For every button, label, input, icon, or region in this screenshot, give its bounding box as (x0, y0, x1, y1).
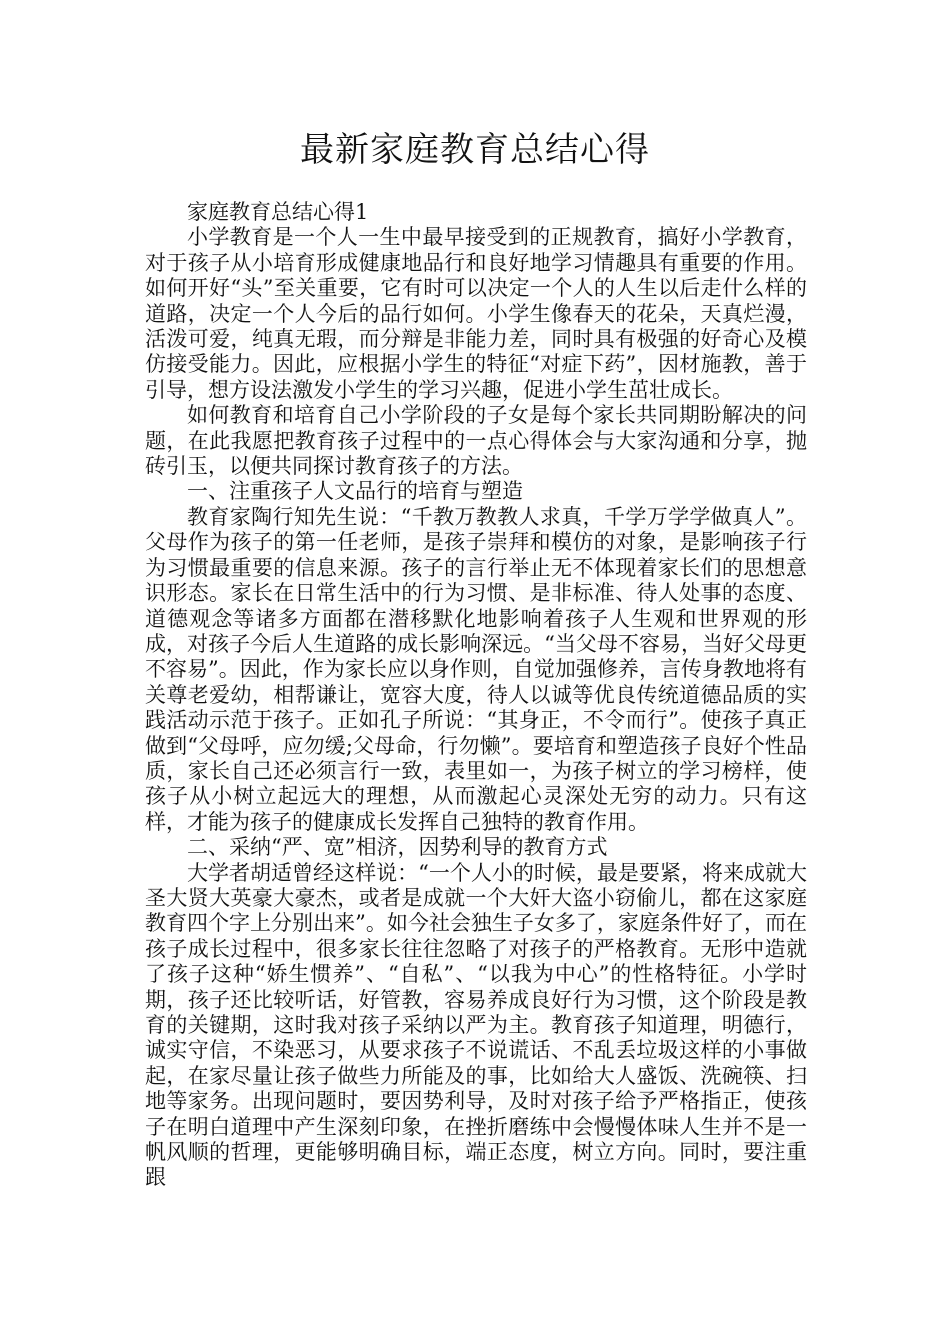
paragraph: 小学教育是一个人一生中最早接受到的正规教育，搞好小学教育，对于孩子从小培育形成健康地品行和良好地学习情趣具有重要的作用。如何开好“头”至关重要，它有时可以决定一个人的人生以后走什么样的道路，决定一个人今后的品行如何。小学生像春天的花朵，天真烂漫，活泼可爱，纯真无瑕，而分辩是非能力差，同时具有极强的好奇心及模仿接受能力。因此，应根据小学生的特征“对症下药”，因材施教，善于引导，想方设法激发小学生的学习兴趣，促进小学生茁壮成长。 (145, 225, 807, 402)
section-heading: 家庭教育总结心得1 (187, 200, 369, 224)
section-heading: 一、注重孩子人文品行的培育与塑造 (187, 479, 523, 504)
paragraph: 如何教育和培育自己小学阶段的子女是每个家长共同期盼解决的问题，在此我愿把教育孩子过程中的一点心得体会与大家沟通和分享，抛砖引玉，以便共同探讨教育孩子的方法。 (145, 403, 807, 479)
section-heading: 二、采纳“严、宽”相济，因势利导的教育方式 (187, 835, 608, 860)
document-body (145, 200, 807, 1191)
paragraph: 教育家陶行知先生说：“千教万教教人求真，千学万学学做真人”。父母作为孩子的第一任老师，是孩子崇拜和模仿的对象，是影响孩子行为习惯最重要的信息来源。孩子的言行举止无不体现着家长们的思想意识形态。家长在日常生活中的行为习惯、是非标准、待人处事的态度、道德观念等诸多方面都在潜移默化地影响着孩子人生观和世界观的形成，对孩子今后人生道路的成长影响深远。“当父母不容易，当好父母更不容易”。因此，作为家长应以身作则，自觉加强修养，言传身教地将有关尊老爱幼，相帮谦让，宽容大度，待人以诚等优良传统道德品质的实践活动示范于孩子。正如孔子所说：“其身正，不令而行”。使孩子真正做到“父母呼，应勿缓;父母命，行勿懒”。要培育和塑造孩子良好个性品质，家长自己还必须言行一致，表里如一，为孩子树立的学习榜样，使孩子从小树立起远大的理想，从而激起心灵深处无穷的动力。只有这样，才能为孩子的健康成长发挥自己独特的教育作用。 (145, 504, 807, 834)
document-title: 最新家庭教育总结心得 (300, 130, 650, 170)
paragraph: 大学者胡适曾经这样说：“一个人小的时候，最是要紧，将来成就大圣大贤大英豪大豪杰，或者是成就一个大奸大盗小窃偷儿，都在这家庭教育四个字上分别出来”。如今社会独生子女多了，家庭条件好了，而在孩子成长过程中，很多家长往往忽略了对孩子的严格教育。无形中造就了孩子这种“娇生惯养”、“自私”、“以我为中心”的性格特征。小学时期，孩子还比较听话，好管教，容易养成良好行为习惯，这个阶段是教育的关键期，这时我对孩子采纳以严为主。教育孩子知道理，明德行，诚实守信，不染恶习，从要求孩子不说谎话、不乱丢垃圾这样的小事做起，在家尽量让孩子做些力所能及的事，比如给大人盛饭、洗碗筷、扫地等家务。出现问题时，要因势利导，及时对孩子给予严格指正，使孩子在明白道理中产生深刻印象，在挫折磨练中会慢慢体味人生并不是一帆风顺的哲理，更能够明确目标，端正态度，树立方向。同时，要注重跟 (145, 860, 807, 1190)
